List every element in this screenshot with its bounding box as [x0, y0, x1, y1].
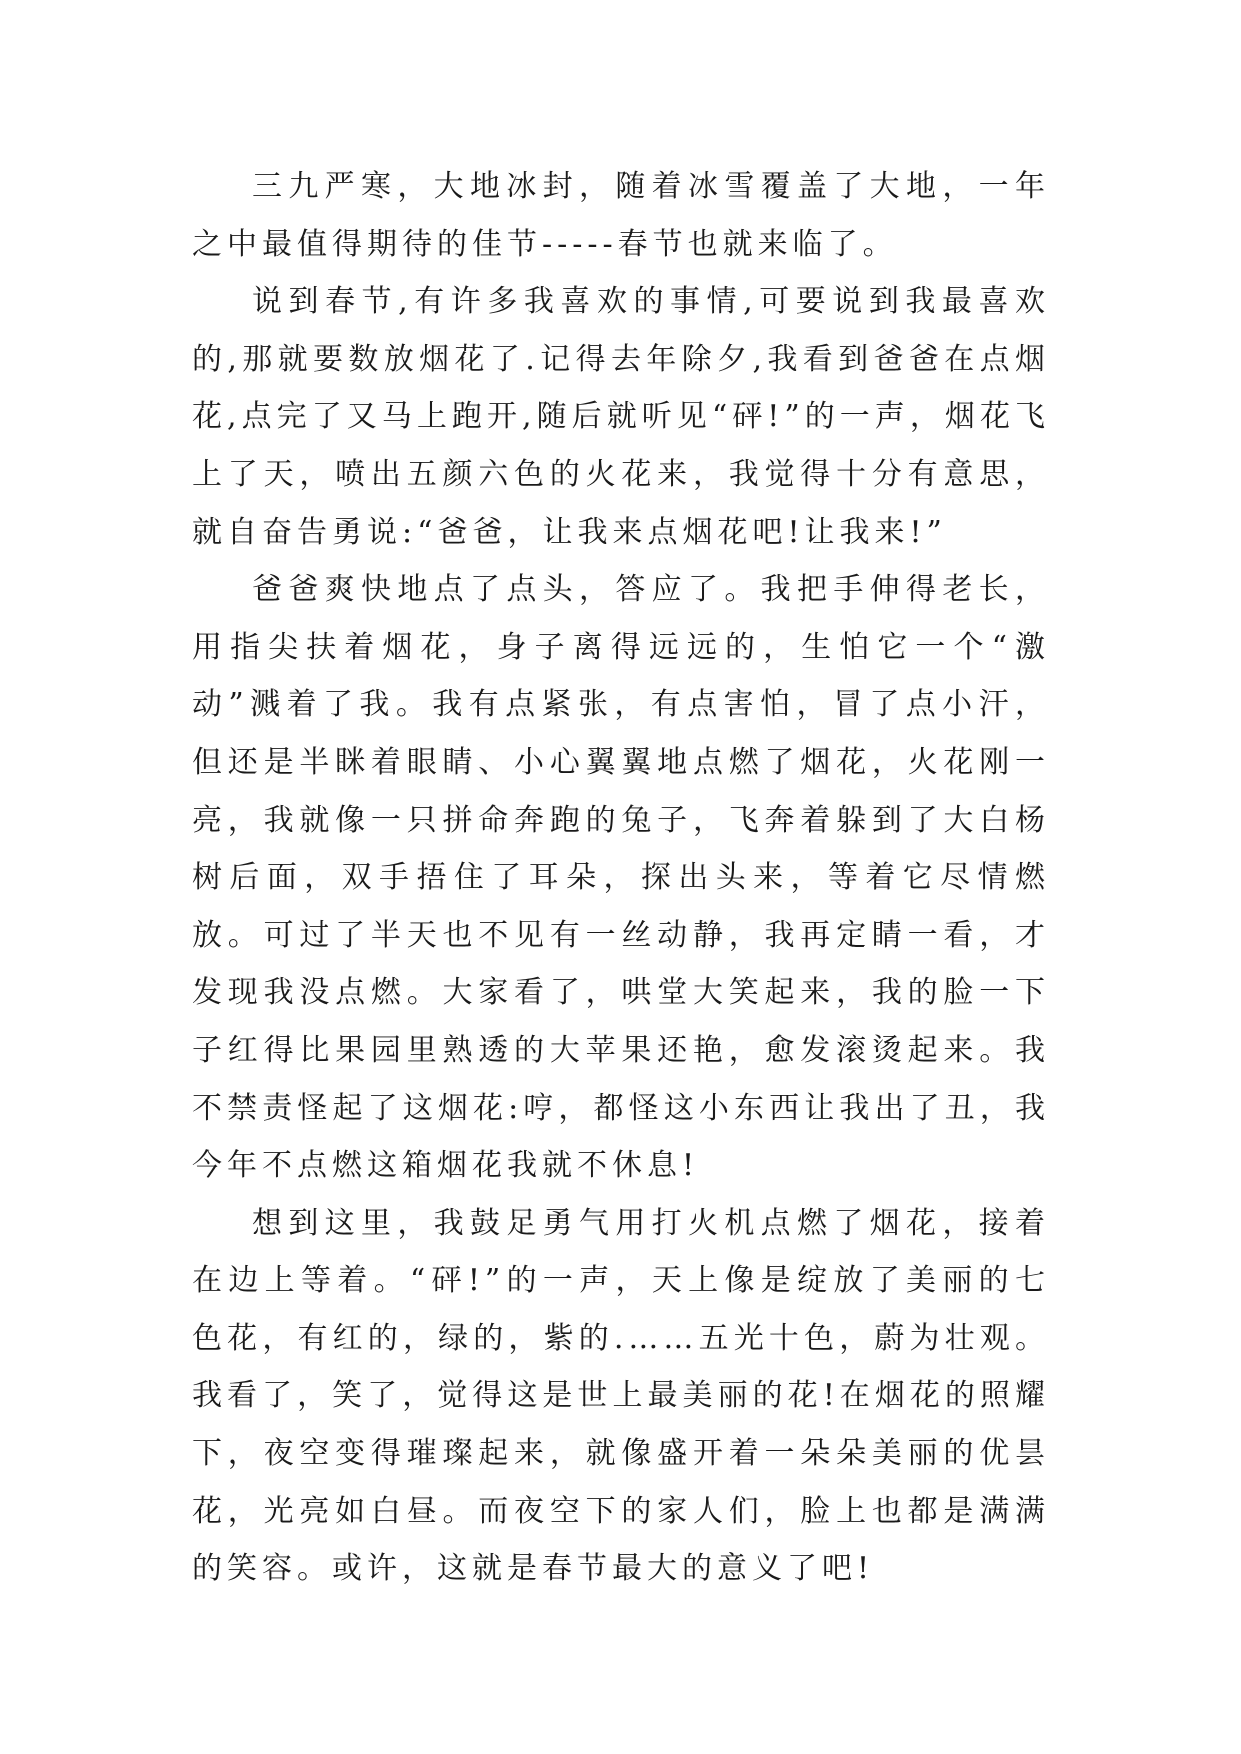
essay-body — [192, 158, 1050, 1598]
paragraph-3: 爸爸爽快地点了点头，答应了。我把手伸得老长，用指尖扶着烟花，身子离得远远的，生怕它一个“激动”溅着了我。我有点紧张，有点害怕，冒了点小汗，但还是半眯着眼睛、小心翼翼地点燃了烟花，火花刚一亮，我就像一只拼命奔跑的兔子，飞奔着躲到了大白杨树后面，双手捂住了耳朵，探出头来，等着它尽情燃放。可过了半天也不见有一丝动静，我再定睛一看，才发现我没点燃。大家看了，哄堂大笑起来，我的脸一下子红得比果园里熟透的大苹果还艳，愈发滚烫起来。我不禁责怪起了这烟花:哼，都怪这小东西让我出了丑，我今年不点燃这箱烟花我就不休息! — [192, 572, 1050, 1184]
paragraph-1: 三九严寒，大地冰封，随着冰雪覆盖了大地，一年之中最值得期待的佳节-----春节也就来临了。 — [192, 169, 1050, 262]
paragraph-4: 想到这里，我鼓足勇气用打火机点燃了烟花，接着在边上等着。“砰!”的一声，天上像是绽放了美丽的七色花，有红的，绿的，紫的.……五光十色，蔚为壮观。我看了，笑了，觉得这是世上最美丽的花!在烟花的照耀下，夜空变得璀璨起来，就像盛开着一朵朵美丽的优昙花，光亮如白昼。而夜空下的家人们，脸上也都是满满的笑容。或许，这就是春节最大的意义了吧! — [192, 1205, 1050, 1587]
paragraph-2: 说到春节,有许多我喜欢的事情,可要说到我最喜欢的,那就要数放烟花了.记得去年除夕,我看到爸爸在点烟花,点完了又马上跑开,随后就听见“砰!”的一声，烟花飞上了天，喷出五颜六色的火花来，我觉得十分有意思，就自奋告勇说:“爸爸，让我来点烟花吧!让我来!” — [192, 284, 1050, 550]
